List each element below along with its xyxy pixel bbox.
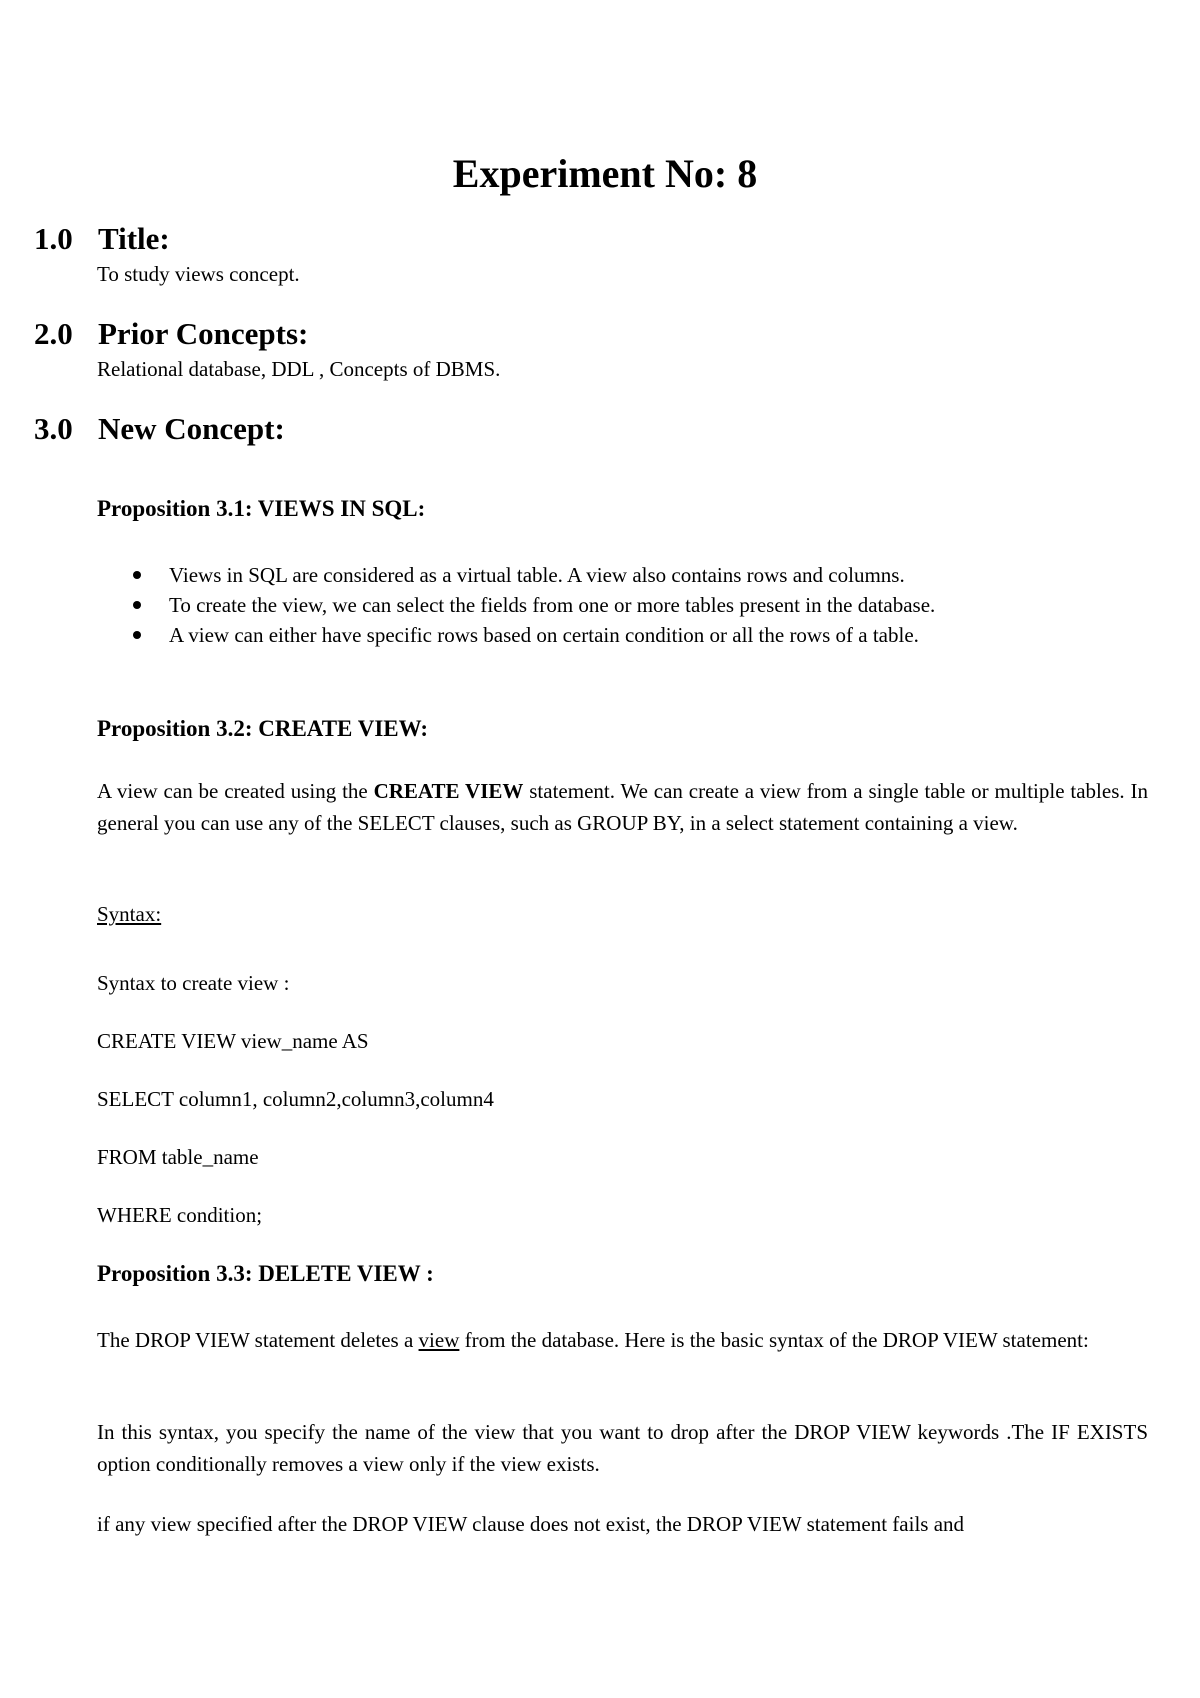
paragraph-text: from the database. Here is the basic syntax of the DROP VIEW statement: [459, 1328, 1089, 1352]
view-link[interactable]: view [418, 1328, 460, 1352]
section-number: 3.0 [34, 411, 73, 446]
section-title: New Concept: [98, 411, 285, 446]
code-line: FROM table_name [97, 1145, 259, 1169]
section-title: Prior Concepts: [98, 316, 309, 351]
code-line: WHERE condition; [97, 1203, 263, 1227]
section-heading-3 [34, 412, 285, 446]
page-title: Experiment No: 8 [452, 151, 758, 196]
section-number: 1.0 [34, 221, 73, 256]
section-number: 2.0 [34, 316, 73, 351]
create-view-paragraph [97, 775, 1148, 839]
section-heading-2 [34, 317, 308, 351]
drop-view-error-paragraph: if any view specified after the DROP VIEW clause does not exist, the DROP VIEW statement fails and [97, 1512, 965, 1536]
list-item: A view can either have specific rows based on certain condition or all the rows of a table. [97, 620, 1148, 650]
syntax-label: Syntax: [97, 902, 162, 926]
proposition-heading-3-3: Proposition 3.3: DELETE VIEW : [97, 1261, 434, 1286]
list-item: To create the view, we can select the fields from one or more tables present in the database. [97, 590, 1148, 620]
drop-view-syntax-paragraph: In this syntax, you specify the name of the view that you want to drop after the DROP VIEW keywords .The IF EXISTS option conditionally removes a view only if the view exists. [97, 1420, 1148, 1476]
section-text-2: Relational database, DDL , Concepts of DBMS. [97, 357, 501, 381]
code-line: SELECT column1, column2,column3,column4 [97, 1087, 494, 1111]
list-item: Views in SQL are considered as a virtual table. A view also contains rows and columns. [97, 560, 1148, 590]
drop-view-paragraph [97, 1324, 1148, 1356]
section-heading-1 [34, 222, 170, 256]
section-text-1: To study views concept. [97, 262, 300, 286]
paragraph-text: The DROP VIEW statement deletes a [97, 1328, 419, 1352]
proposition-heading-3-1: Proposition 3.1: VIEWS IN SQL: [97, 496, 426, 521]
syntax-intro: Syntax to create view : [97, 971, 290, 995]
paragraph-text: statement. We can create a view from a single table or multiple tables. In general you can use any of the SELECT clauses, such as GROUP BY, in a select statement containing a view. [97, 779, 1148, 835]
section-title: Title: [98, 221, 170, 256]
proposition-heading-3-2: Proposition 3.2: CREATE VIEW: [97, 716, 428, 741]
code-line: CREATE VIEW view_name AS [97, 1029, 369, 1053]
paragraph-text: A view can be created using the [97, 779, 374, 803]
bullet-list [97, 560, 1148, 650]
keyword-create-view: CREATE VIEW [373, 779, 524, 803]
